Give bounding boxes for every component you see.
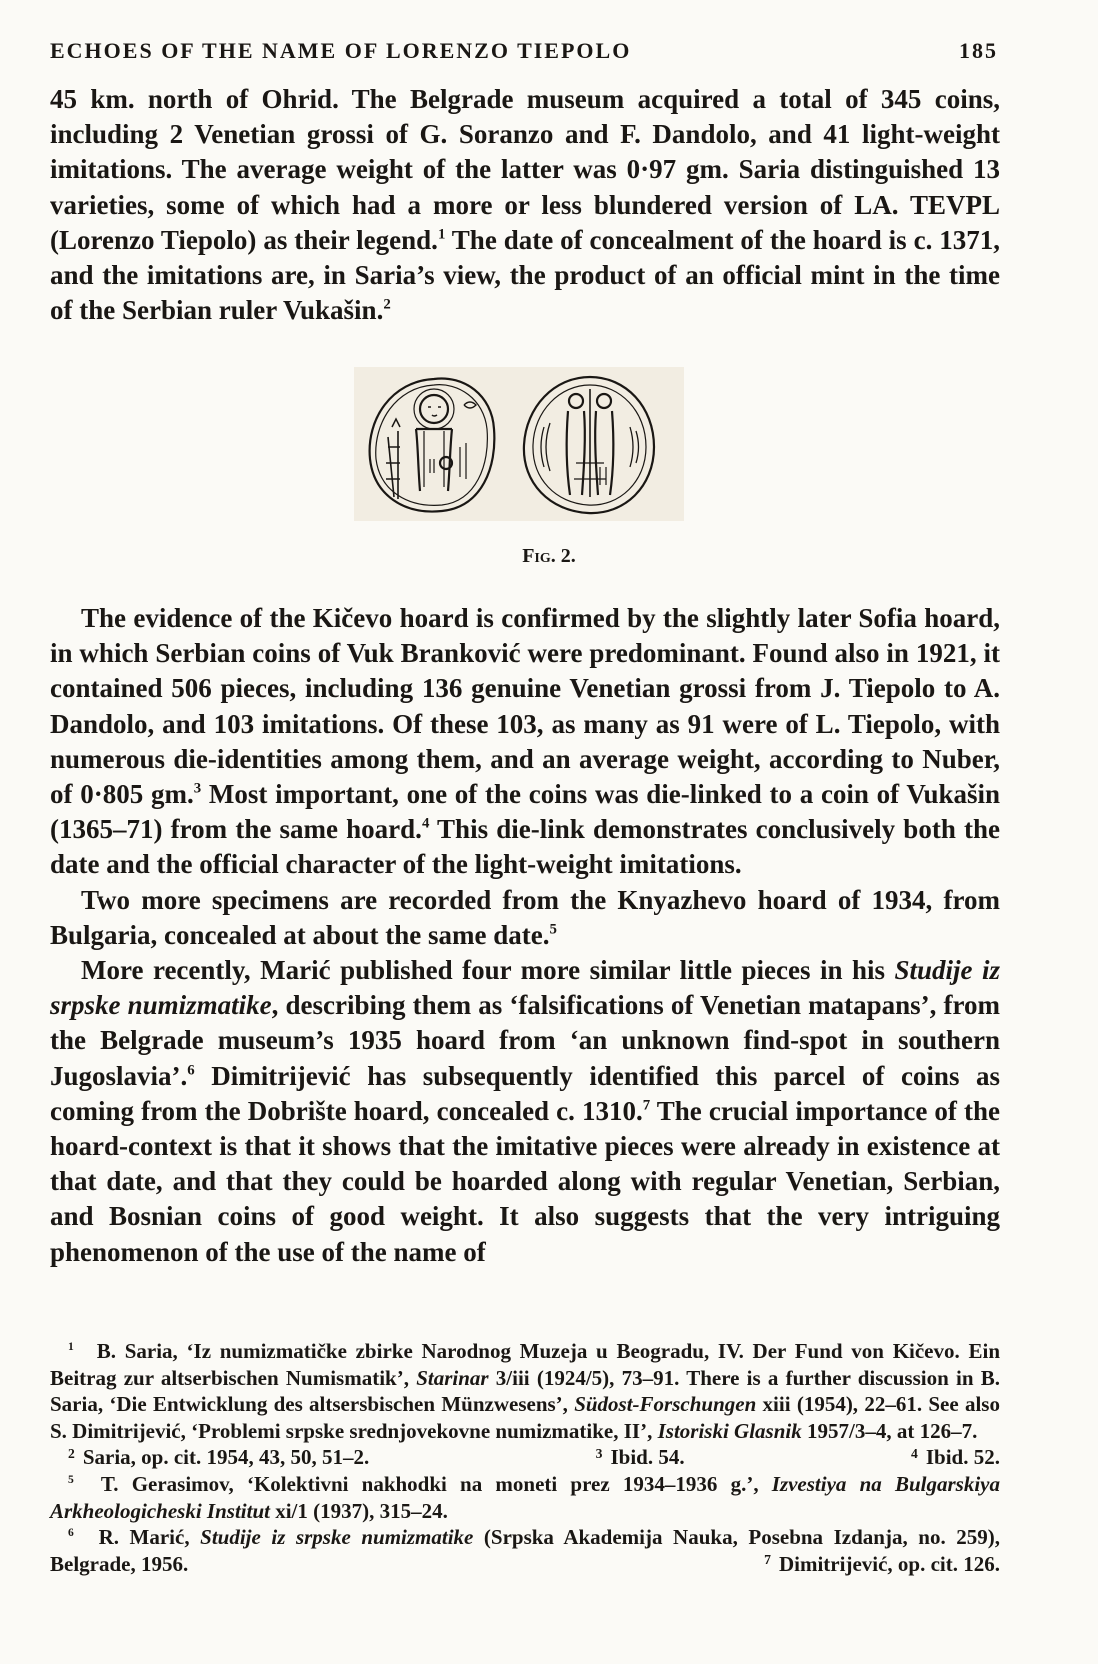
footnote-6-7: $^6$ R. Marić, Studije iz srpske numizmatike (Srpska Akademija Nauka, Posebna Izdanja, no. 259), Belgrade, 1956. $^7$ Dimitrijević, op. cit. 126.	[50, 1525, 1000, 1576]
footnote-5: $^5$ T. Gerasimov, ‘Kolektivni nakhodki na moneti prez 1934–1936 g.’, Izvestiya na Bulgarskiya Arkheologicheski Institut xi/1 (1937), 315–24.	[50, 1471, 1000, 1523]
footnote-4: $^4$ Ibid. 52.	[911, 1445, 1000, 1470]
footnote-1: $^1$ B. Saria, ‘Iz numizmatičke zbirke Narodnog Muzeja u Beogradu, IV. Der Fund von Kičevo. Ein Beitrag zur altserbischen Numismatik’, Starinar 3/iii (1924/5), 73–91. There is a further discussion in B. Saria, ‘Die Entwicklung des altsersbischen Münzwesens’, Südost-Forschungen xiii (1954), 22–61. See also S. Dimitrijević, ‘Problemi srpske srednjovekovne numizmatike, II’, Istoriski Glasnik 1957/3–4, at 126–7.	[50, 1339, 1001, 1443]
main-text	[50, 601, 1000, 1270]
footnote-ref-6[interactable]: 6	[187, 1062, 195, 1079]
figure-caption: Fig. 2.	[522, 545, 576, 567]
running-title: ECHOES OF THE NAME OF LORENZO TIEPOLO	[50, 38, 632, 63]
book-title: Studije iz srpske numizmatike	[50, 955, 1001, 1021]
footnote-ref-1[interactable]: 1	[437, 226, 446, 243]
footnotes	[50, 1338, 1000, 1577]
paragraph-3: Two more specimens are recorded from the Knyazhevo hoard of 1934, from Bulgaria, concealed at about the same date.$^5$	[50, 884, 1000, 950]
footnote-ref-3[interactable]: 3	[193, 780, 202, 797]
running-head	[50, 38, 998, 64]
coin-figure	[354, 367, 684, 521]
footnote-7: $^7$ Dimitrijević, op. cit. 126.	[764, 1551, 1000, 1576]
footnote-ref-4[interactable]: 4	[421, 815, 430, 832]
paragraph-1: 45 km. north of Ohrid. The Belgrade museum acquired a total of 345 coins, including 2 Venetian grossi of G. Soranzo and F. Dandolo, and 41 light-weight imitations. The average weight of the latter was 0·97 gm. Saria distinguished 13 varieties, some of which had a more or less blundered version of LA. TEVPL (Lorenzo Tiepolo) as their legend.$^1$ The date of concealment of the hoard is c. 1371, and the imitations are, in Saria’s view, the product of an official mint in the time of the Serbian ruler Vukašin.$^2$	[50, 84, 1000, 326]
paragraph-2: The evidence of the Kičevo hoard is confirmed by the slightly later Sofia hoard, in which Serbian coins of Vuk Branković were predominant. Found also in 1921, it contained 506 pieces, including 136 genuine Venetian grossi from J. Tiepolo to A. Dandolo, and 103 imitations. Of these 103, as many as 91 were of L. Tiepolo, with numerous die-identities among them, and an average weight, according to Nuber, of 0·805 gm.$^3$ Most important, one of the coins was die-linked to a coin of Vukašin (1365–71) from the same hoard.$^4$ This die-link demonstrates conclusively both the date and the official character of the light-weight imitations.	[50, 603, 1001, 880]
footnote-ref-5[interactable]: 5	[549, 921, 557, 938]
footnote-3: $^3$ Ibid. 54.	[595, 1445, 685, 1470]
footnote-6: R. Marić, Studije iz srpske numizmatike (Srpska Akademija Nauka, Posebna Izdanja, no. 259), Belgrade, 1956.	[50, 1525, 1000, 1576]
footnote-ref-7[interactable]: 7	[642, 1097, 651, 1114]
page-number: 185	[959, 38, 998, 63]
footnotes-2-3-4	[50, 1444, 1000, 1471]
footnote-2: $^2$ Saria, op. cit. 1954, 43, 50, 51–2.	[68, 1445, 370, 1470]
footnote-ref-2[interactable]: 2	[383, 296, 391, 313]
paragraph-4: More recently, Marić published four more similar little pieces in his Studije iz srpske numizmatike, describing them as ‘falsifications of Venetian matapans’, from the Belgrade museum’s 1935 hoard from ‘an unknown find-spot in southern Jugoslavia’.$^6$ Dimitrijević has subsequently identified this parcel of coins as coming from the Dobrište hoard, concealed c. 1310.$^7$ The crucial importance of the hoard-context is that it shows that the imitative pieces were already in existence at that date, and that they could be hoarded along with regular Venetian, Serbian, and Bosnian coins of good weight. It also suggests that the very intriguing phenomenon of the use of the name of	[50, 955, 1001, 1267]
